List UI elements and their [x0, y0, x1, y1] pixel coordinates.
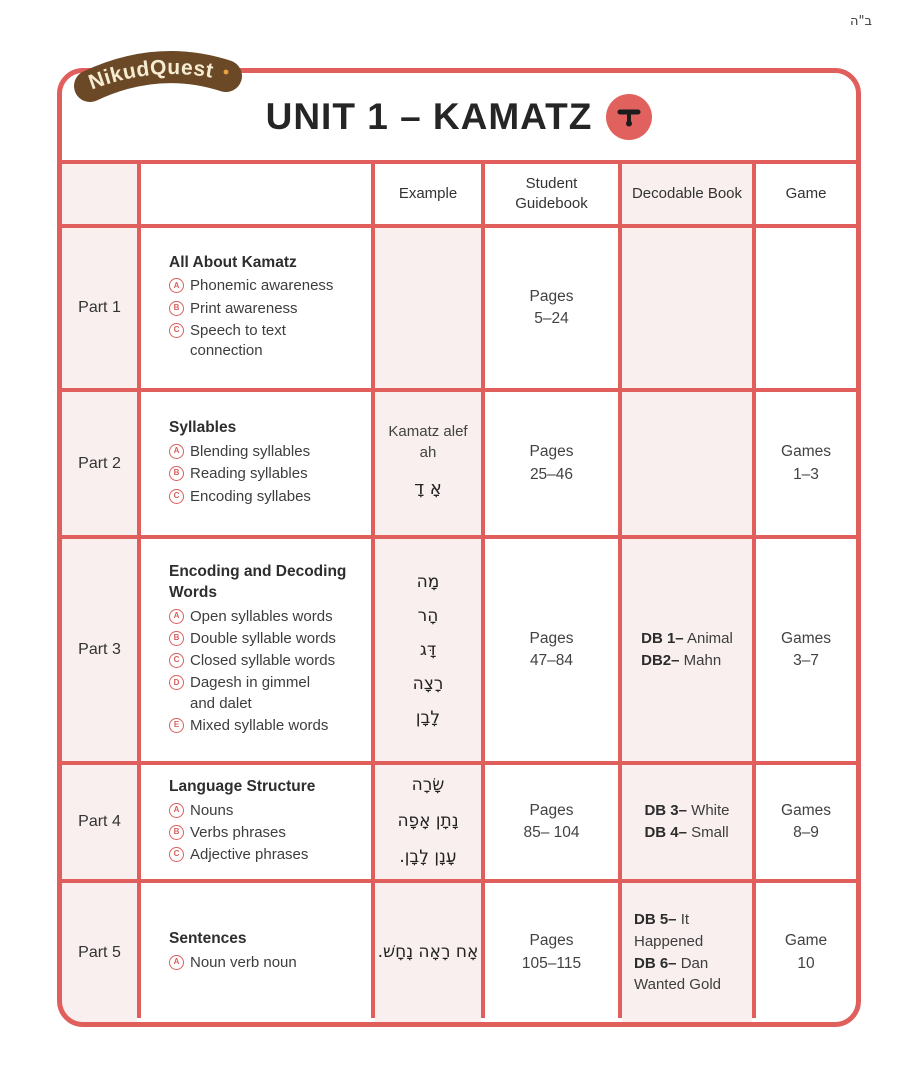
db-label: DB 6–	[634, 954, 677, 972]
page-title: UNIT 1 – KAMATZ	[265, 95, 593, 137]
games-range: 10	[797, 954, 815, 972]
games-range: 3–7	[793, 652, 819, 669]
decodable-book	[641, 628, 733, 650]
example-hebrew-line: רָצָה	[412, 674, 444, 694]
objective-text: Open syllables words	[190, 607, 333, 625]
db-title: White	[691, 802, 730, 820]
objective-item	[169, 464, 311, 484]
example-hebrew-line: עָנָן לָבָן.	[399, 846, 457, 867]
games-word: Game	[784, 932, 828, 950]
kamatz-niqqud-icon	[614, 102, 644, 132]
example-caption: Kamatz alef ah	[388, 422, 468, 461]
curriculum-table	[62, 160, 856, 1018]
db-label: DB2–	[641, 652, 680, 669]
db-title: Mahn	[683, 652, 722, 669]
objective-item	[169, 276, 333, 296]
decodable-cell	[622, 765, 752, 879]
trademark-dot-icon	[224, 70, 229, 75]
letter-a-icon: A	[169, 444, 184, 459]
example-cell	[375, 883, 481, 1022]
objective-item	[169, 845, 315, 865]
objective-text: Adjective phrases	[190, 846, 309, 864]
topic-title: Encoding and Decoding Words	[169, 562, 347, 601]
letter-e-icon: E	[169, 718, 184, 733]
objective-item	[169, 651, 354, 671]
db-label: DB 4–	[644, 824, 687, 841]
objective-text: Dagesh in gimmel and dalet	[190, 674, 311, 712]
decodable-book	[644, 800, 729, 822]
letter-d-icon: D	[169, 675, 184, 690]
letter-a-icon: A	[169, 955, 184, 970]
example-cell	[375, 228, 481, 388]
guidebook-cell	[485, 883, 618, 1022]
pages-word: Pages	[529, 287, 574, 305]
header-decodable: Decodable Book	[622, 164, 752, 224]
header-game: Game	[756, 164, 856, 224]
letter-a-icon: A	[169, 609, 184, 624]
header-part-column	[62, 164, 137, 224]
objective-text: Double syllable words	[190, 629, 336, 647]
pages-word: Pages	[529, 629, 574, 647]
objective-item	[169, 823, 315, 843]
game-cell	[756, 228, 856, 388]
topic-title: Sentences	[169, 930, 247, 948]
bh-notation: ב"ה	[850, 14, 872, 29]
unit-card	[57, 68, 861, 1027]
db-label: DB 5–	[634, 911, 677, 928]
objective-item	[169, 607, 354, 627]
objective-item	[169, 487, 311, 507]
games-word: Games	[781, 629, 831, 647]
header-topic-column	[141, 164, 371, 224]
letter-b-icon: B	[169, 466, 184, 481]
topic-title: Language Structure	[169, 777, 316, 795]
letter-a-icon: A	[169, 803, 184, 818]
topic-cell	[141, 539, 371, 761]
letter-b-icon: B	[169, 825, 184, 840]
objective-item	[169, 299, 333, 319]
db-title: Animal	[687, 630, 733, 648]
letter-c-icon: C	[169, 489, 184, 504]
objective-text: Closed syllable words	[190, 652, 336, 670]
part-label: Part 3	[62, 539, 137, 761]
example-cell	[375, 765, 481, 879]
objective-text: Print awareness	[190, 299, 298, 317]
topic-title: All About Kamatz	[169, 253, 297, 271]
topic-title: Syllables	[169, 419, 237, 437]
letter-c-icon: C	[169, 847, 184, 862]
topic-cell	[141, 765, 371, 879]
example-hebrew: אָ דָ	[414, 477, 442, 499]
decodable-cell	[622, 883, 752, 1022]
letter-a-icon: A	[169, 278, 184, 293]
objective-item	[169, 801, 315, 821]
guidebook-cell	[485, 539, 618, 761]
kamatz-badge	[606, 94, 652, 140]
pages-range: 105–115	[521, 954, 582, 972]
header-example: Example	[375, 164, 481, 224]
objective-item	[169, 321, 333, 362]
nikudquest-logo	[74, 40, 242, 110]
objective-item	[169, 442, 311, 462]
header-guidebook: Student Guidebook	[485, 164, 618, 224]
part-label: Part 2	[62, 392, 137, 535]
decodable-book	[634, 953, 740, 997]
games-range: 8–9	[793, 824, 819, 841]
example-hebrew-line: שָׂרָה	[411, 775, 445, 796]
decodable-cell	[622, 539, 752, 761]
decodable-cell	[622, 228, 752, 388]
pages-range: 25–46	[529, 465, 574, 483]
example-hebrew-line: דָּג	[419, 640, 437, 660]
decodable-cell	[622, 392, 752, 535]
example-hebrew-line: לָבָן	[415, 708, 441, 728]
example-hebrew-line: הָר	[417, 606, 439, 626]
letter-c-icon: C	[169, 323, 184, 338]
letter-c-icon: C	[169, 653, 184, 668]
game-cell	[756, 392, 856, 535]
pages-word: Pages	[529, 932, 574, 950]
decodable-book	[641, 650, 733, 672]
part-label: Part 1	[62, 228, 137, 388]
pages-range: 47–84	[529, 652, 574, 669]
letter-b-icon: B	[169, 301, 184, 316]
game-cell	[756, 883, 856, 1022]
decodable-book	[634, 909, 740, 953]
objective-text: Nouns	[190, 801, 234, 819]
game-cell	[756, 765, 856, 879]
example-cell	[375, 392, 481, 535]
objective-item	[169, 629, 354, 649]
guidebook-cell	[485, 228, 618, 388]
pages-word: Pages	[529, 801, 574, 819]
part-label: Part 4	[62, 765, 137, 879]
db-label: DB 1–	[641, 630, 684, 648]
example-cell	[375, 539, 481, 761]
db-title: It Happened	[634, 911, 704, 950]
part-label: Part 5	[62, 883, 137, 1022]
pages-range: 5–24	[534, 310, 569, 327]
objective-item	[169, 673, 354, 714]
objective-text: Speech to text connection	[190, 321, 286, 360]
pages-range: 85– 104	[523, 824, 580, 841]
objective-text: Reading syllables	[190, 465, 308, 483]
example-hebrew-line: מָה	[416, 572, 440, 592]
games-word: Games	[781, 443, 831, 461]
guidebook-cell	[485, 765, 618, 879]
db-label: DB 3–	[644, 802, 687, 820]
objective-text: Phonemic awareness	[190, 277, 334, 295]
logo-text: NikudQuest	[85, 55, 216, 95]
letter-b-icon: B	[169, 631, 184, 646]
svg-text:NikudQuest	[86, 56, 216, 94]
objective-text: Verbs phrases	[190, 823, 286, 841]
game-cell	[756, 539, 856, 761]
pages-word: Pages	[529, 443, 574, 461]
objective-text: Blending syllables	[190, 443, 311, 461]
decodable-book	[644, 822, 729, 844]
guidebook-cell	[485, 392, 618, 535]
topic-cell	[141, 883, 371, 1022]
objective-item	[169, 716, 354, 736]
example-hebrew-line: נָתָן אָפָה	[397, 811, 459, 832]
example-hebrew-line: אָח רָאָה נָחָשׁ.	[377, 941, 479, 962]
objective-text: Noun verb noun	[190, 954, 297, 972]
db-title: Small	[691, 824, 729, 841]
topic-cell	[141, 228, 371, 388]
games-range: 1–3	[793, 465, 819, 483]
objective-text: Encoding syllabes	[190, 487, 311, 505]
objective-item	[169, 953, 297, 973]
games-word: Games	[781, 801, 831, 819]
topic-cell	[141, 392, 371, 535]
db-title: Dan Wanted Gold	[634, 954, 721, 994]
objective-text: Mixed syllable words	[190, 716, 329, 734]
